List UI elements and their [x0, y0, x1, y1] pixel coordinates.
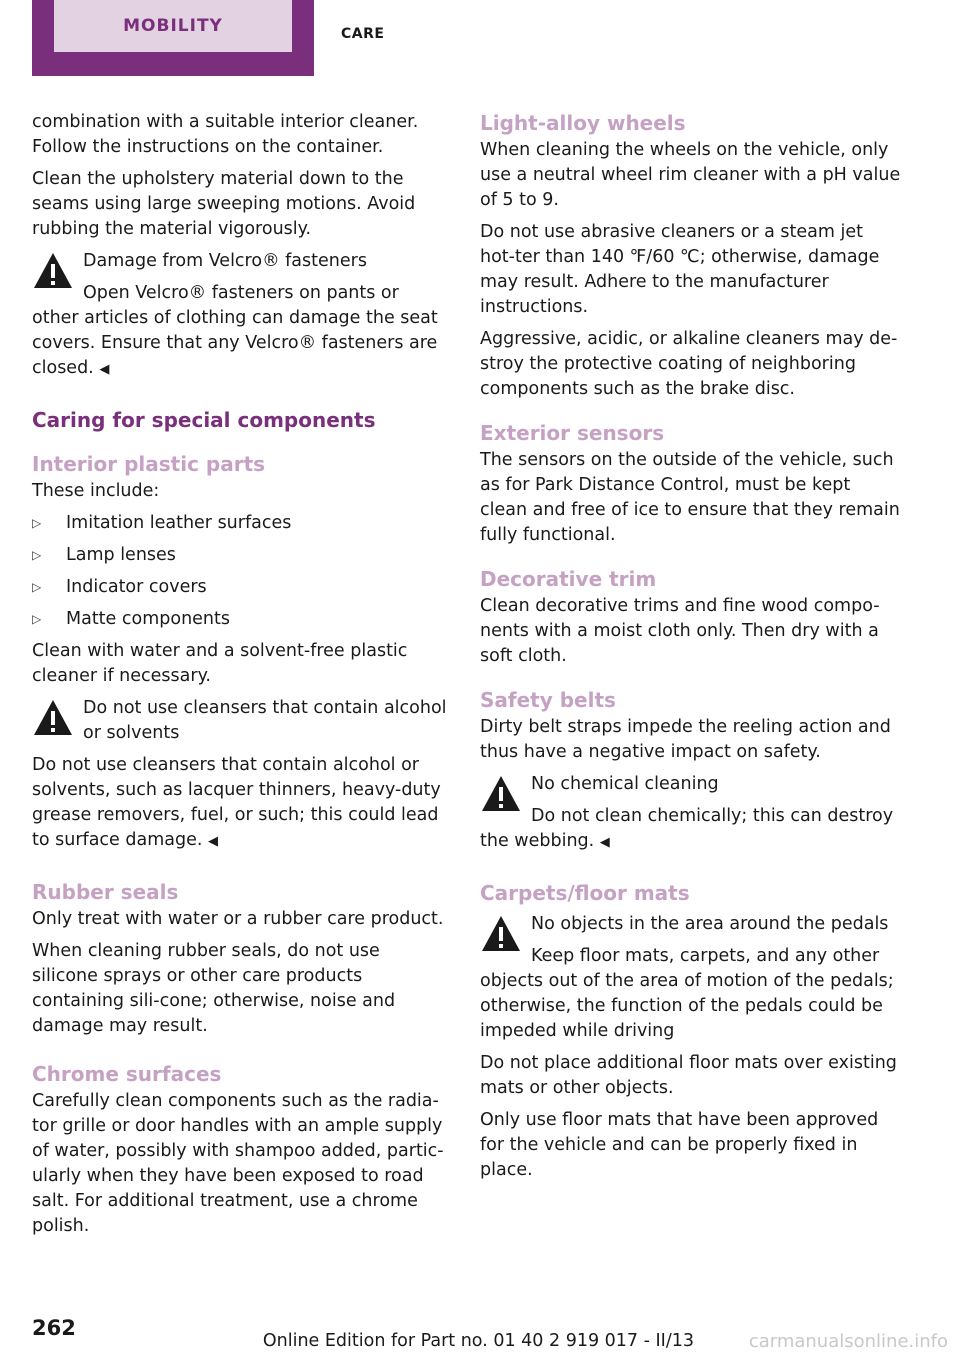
warning-title: No objects in the area around the pedals: [531, 914, 889, 934]
end-marker-icon: ◀: [99, 362, 110, 377]
tab-care[interactable]: CARE: [341, 26, 385, 42]
page-number: 262: [32, 1316, 76, 1340]
bullet-list: [32, 511, 450, 632]
list-item: ▷ Lamp lenses: [32, 543, 450, 568]
list-item: ▷ Imitation leather surfaces: [32, 511, 450, 536]
paragraph: When cleaning the wheels on the vehicle, only use a neutral wheel rim cleaner with a pH value of 5 to 9.: [480, 140, 901, 210]
tab-mobility[interactable]: [32, 0, 314, 76]
paragraph: These include:: [32, 481, 160, 501]
left-column: [32, 110, 450, 1246]
tab-mobility-label: MOBILITY: [54, 0, 292, 52]
subheading-carpets: Carpets/floor mats: [480, 881, 690, 905]
list-item: ▷ Indicator covers: [32, 575, 450, 600]
end-marker-icon: ◀: [208, 834, 218, 849]
paragraph: Only use floor mats that have been approved for the vehicle and can be properly fixed in place.: [480, 1110, 879, 1180]
paragraph: Aggressive, acidic, or alkaline cleaners may de-stroy the protective coating of neighboring components such as the brake disc.: [480, 329, 898, 399]
bullet-triangle-icon: ▷: [32, 612, 42, 626]
warning-title: No chemical cleaning: [531, 774, 719, 794]
warning-body: Do not use cleansers that contain alcohol or solvents, such as lacquer thinners, heavy-duty grease removers, fuel, or such; this could lead to surface damage.: [32, 755, 441, 850]
list-item: ▷ Matte components: [32, 607, 450, 632]
subheading-interior-plastic: Interior plastic parts: [32, 452, 266, 476]
paragraph: Clean with water and a solvent-free plastic cleaner if necessary.: [32, 641, 408, 686]
subheading-exterior-sensors: Exterior sensors: [480, 421, 665, 445]
warning-velcro: [32, 249, 450, 382]
warning-body: Open Velcro® fasteners on pants or other articles of clothing can damage the seat covers. Ensure that any Velcro® fasteners are closed.: [32, 283, 438, 378]
paragraph: Do not use abrasive cleaners or a steam jet hot-ter than 140 ℉/60 ℃; otherwise, damage may result. Adhere to the manufacturer instructions.: [480, 222, 880, 317]
paragraph: The sensors on the outside of the vehicle, such as for Park Distance Control, must be kept clean and free of ice to ensure that they remain fully functional.: [480, 450, 900, 545]
subheading-safety-belts: Safety belts: [480, 688, 616, 712]
warning-triangle-icon: [32, 251, 74, 291]
paragraph: Carefully clean components such as the radia-tor grille or door handles with an ample supply of water, possibly with shampoo added, partic-ularly when they have been exposed to road salt. For additional treatment, use a chrome polish.: [32, 1091, 444, 1236]
paragraph: Do not place additional floor mats over existing mats or other objects.: [480, 1053, 897, 1098]
paragraph: combination with a suitable interior cleaner. Follow the instructions on the container.: [32, 112, 419, 157]
warning-title: Damage from Velcro® fasteners: [83, 251, 367, 271]
bullet-triangle-icon: ▷: [32, 516, 42, 530]
subheading-light-alloy: Light-alloy wheels: [480, 111, 686, 135]
watermark: carmanualsonline.info: [748, 1331, 948, 1352]
subheading-rubber-seals: Rubber seals: [32, 880, 179, 904]
warning-triangle-icon: [32, 698, 74, 738]
end-marker-icon: ◀: [599, 835, 610, 850]
warning-triangle-icon: [480, 914, 522, 954]
paragraph: Clean decorative trims and fine wood compo-nents with a moist cloth only. Then dry with a soft cloth.: [480, 596, 880, 666]
bullet-triangle-icon: ▷: [32, 580, 42, 594]
edition-footer: Online Edition for Part no. 01 40 2 919 017 - II/13: [262, 1331, 694, 1351]
paragraph: Dirty belt straps impede the reeling action and thus have a negative impact on safety.: [480, 717, 891, 762]
warning-pedals: [480, 912, 902, 1044]
subheading-decorative-trim: Decorative trim: [480, 567, 657, 591]
bullet-triangle-icon: ▷: [32, 548, 42, 562]
paragraph: Only treat with water or a rubber care product.: [32, 909, 444, 929]
paragraph: Clean the upholstery material down to the seams using large sweeping motions. Avoid rubbing the material vigorously.: [32, 169, 416, 239]
section-title: Caring for special components: [32, 408, 376, 432]
right-column: [480, 110, 902, 1190]
warning-triangle-icon: [480, 774, 522, 814]
warning-title: Do not use cleansers that contain alcohol or solvents: [83, 698, 447, 743]
warning-body: Keep floor mats, carpets, and any other objects out of the area of motion of the pedals; otherwise, the function of the pedals could be impeded while driving: [480, 946, 894, 1041]
warning-alcohol: [32, 696, 450, 854]
subheading-chrome: Chrome surfaces: [32, 1062, 222, 1086]
paragraph: When cleaning rubber seals, do not use silicone sprays or other care products containing sili-cone; otherwise, noise and damage may result.: [32, 941, 396, 1036]
warning-body: Do not clean chemically; this can destroy the webbing.: [480, 806, 894, 851]
warning-chemical: [480, 772, 902, 855]
